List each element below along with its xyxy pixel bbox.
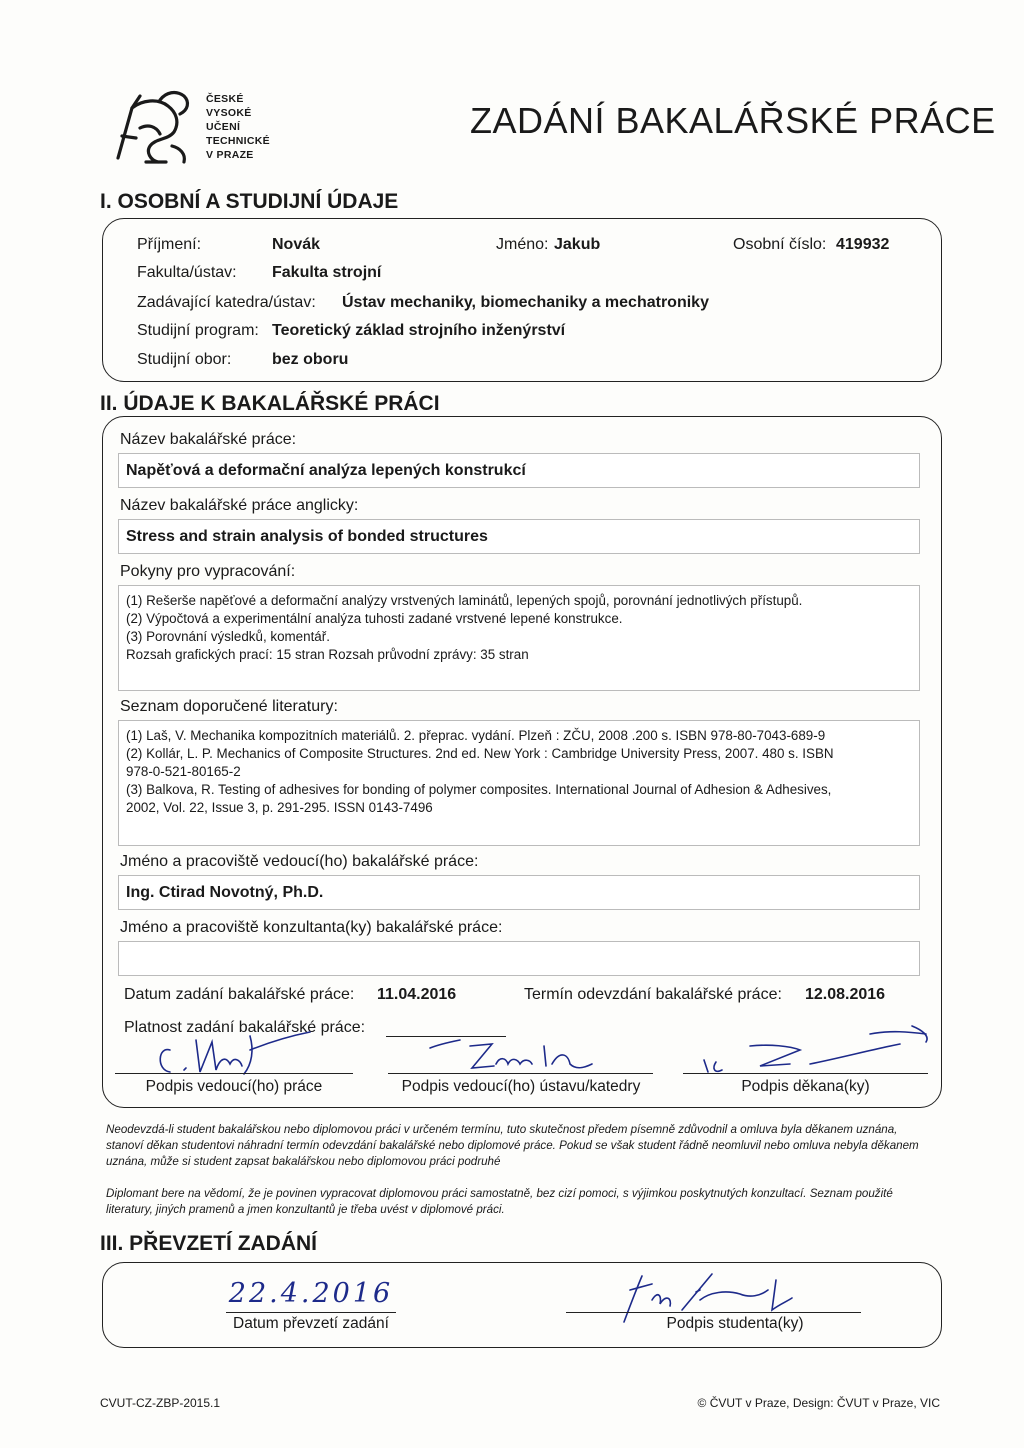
literature-label: Seznam doporučené literatury:	[120, 698, 338, 715]
logo-line: V PRAZE	[206, 149, 254, 161]
logo-line: TECHNICKÉ	[206, 135, 270, 147]
program-value: Teoretický základ strojního inženýrství	[272, 322, 566, 339]
supervisor-label: Jméno a pracoviště vedoucí(ho) bakalářské práce:	[120, 853, 479, 870]
personal-number-value: 419932	[836, 236, 890, 253]
form-code: CVUT-CZ-ZBP-2015.1	[100, 1396, 221, 1410]
assigned-date-value: 11.04.2016	[377, 986, 457, 1003]
guideline-line: Rozsah grafických prací: 15 stran Rozsah průvodní zprávy: 35 stran	[126, 647, 529, 662]
handwritten-acceptance-date: 22.4.2016	[228, 1278, 394, 1309]
surname-value: Novák	[272, 236, 321, 253]
guidelines-text	[119, 586, 919, 664]
head-signature-caption: Podpis vedoucí(ho) ústavu/katedry	[401, 1078, 641, 1095]
acceptance-date-caption: Datum převzetí zadání	[233, 1315, 389, 1332]
document-title: ZADÁNÍ BAKALÁŘSKÉ PRÁCE	[470, 100, 996, 141]
dean-signature-line	[683, 1073, 928, 1074]
consultant-field	[118, 941, 920, 976]
literature-line: 978-0-521-80165-2	[126, 764, 241, 779]
literature-text	[119, 721, 919, 817]
copyright: © ČVUT v Praze, Design: ČVUT v Praze, VIC	[697, 1396, 940, 1410]
department-label: Zadávající katedra/ústav:	[137, 294, 316, 311]
literature-line: (2) Kollár, L. P. Mechanics of Composite Structures. 2nd ed. New York : Cambridge University Press, 2007. 480 s. ISBN	[126, 746, 834, 761]
supervisor-field	[118, 875, 920, 910]
literature-field	[118, 720, 920, 846]
personal-number-label: Osobní číslo:	[733, 236, 827, 253]
logo-line: UČENÍ	[206, 121, 241, 133]
field-label: Studijní obor:	[137, 351, 232, 368]
deadline-label: Termín odevzdání bakalářské práce:	[524, 986, 782, 1003]
literature-line: (3) Balkova, R. Testing of adhesives for bonding of polymer composites. International Journal of Adhesion & Adhesives,	[126, 782, 832, 797]
assigned-date-label: Datum zadání bakalářské práce:	[124, 986, 355, 1003]
guideline-line: (3) Porovnání výsledků, komentář.	[126, 629, 330, 644]
acceptance-date-line	[226, 1312, 396, 1313]
deadline-value: 12.08.2016	[805, 986, 886, 1003]
guideline-line: (1) Rešerše napěťové a deformační analýzy vrstvených laminátů, lepených spojů, porovnání jednotlivých přístupů.	[126, 593, 803, 608]
validity-label: Platnost zadání bakalářské práce:	[124, 1019, 366, 1036]
thesis-title-label: Název bakalářské práce:	[120, 431, 297, 448]
supervisor-signature-caption: Podpis vedoucí(ho) práce	[145, 1078, 323, 1095]
name-label: Jméno:	[496, 236, 549, 253]
faculty-value: Fakulta strojní	[272, 264, 382, 281]
dean-signature-caption: Podpis děkana(ky)	[741, 1078, 870, 1095]
thesis-title-en-field	[118, 519, 920, 554]
literature-line: 2002, Vol. 22, Issue 3, p. 291-295. ISSN 0143-7496	[126, 800, 433, 815]
signatures-handwritten	[100, 1020, 940, 1080]
guidelines-field	[118, 585, 920, 691]
consultant-label: Jméno a pracoviště konzultanta(ky) bakalářské práce:	[120, 919, 503, 936]
late-submission-note: Neodevzdá-li student bakalářskou nebo diplomovou práci v určeném termínu, tuto skutečnost předem písemně zdůvodnil a omluva byla děkanem uznána, stanoví děkan studentovi náhradní termín odevzdání bakalářské nebo diplomové práce. Pokud se však student řádně neomluvil nebo omluva nebyla děkanem uznána, může si student zapsat bakalářskou nebo diplomovou práci podruhé	[106, 1123, 919, 1168]
section-2-title: II. ÚDAJE K BAKALÁŘSKÉ PRÁCI	[100, 392, 440, 415]
thesis-title-field	[118, 453, 920, 488]
independent-work-note: Diplomant bere na vědomí, že je povinen vypracovat diplomovou práci samostatně, bez cizí pomoci, s výjimkou poskytnutých konzultací. Seznam použité literatury, jiných pramenů a jmen konzultantů je třeba uvést v diplomové práci.	[106, 1187, 893, 1216]
head-signature-line	[388, 1073, 653, 1074]
logo-wordmark	[206, 92, 270, 162]
guideline-line: (2) Výpočtová a experimentální analýza tuhosti zadané vrstvené lepené konstrukce.	[126, 611, 623, 626]
thesis-title-en-label: Název bakalářské práce anglicky:	[120, 497, 359, 514]
logo-line: VYSOKÉ	[206, 107, 252, 119]
supervisor-signature-line	[115, 1073, 353, 1074]
student-signature-line	[566, 1312, 861, 1313]
logo-line: ČESKÉ	[206, 93, 244, 105]
thesis-title-en-value: Stress and strain analysis of bonded structures	[126, 528, 488, 545]
literature-line: (1) Laš, V. Mechanika kompozitních materiálů. 2. přeprac. vydání. Plzeň : ZČU, 2008 .200 s. ISBN 978-80-7043-689-9	[126, 728, 826, 743]
surname-label: Příjmení:	[137, 236, 202, 253]
consultant-value	[119, 942, 919, 950]
student-signature-caption: Podpis studenta(ky)	[666, 1315, 804, 1332]
section-3-title: III. PŘEVZETÍ ZADÁNÍ	[100, 1232, 318, 1255]
thesis-title-value: Napěťová a deformační analýza lepených konstrukcí	[126, 462, 526, 479]
faculty-label: Fakulta/ústav:	[137, 264, 237, 281]
program-label: Studijní program:	[137, 322, 259, 339]
section-1-title: I. OSOBNÍ A STUDIJNÍ ÚDAJE	[100, 190, 399, 213]
field-value: bez oboru	[272, 351, 349, 368]
department-value: Ústav mechaniky, biomechaniky a mechatroniky	[342, 294, 709, 311]
guidelines-label: Pokyny pro vypracování:	[120, 563, 296, 580]
supervisor-value: Ing. Ctirad Novotný, Ph.D.	[126, 884, 324, 901]
name-value: Jakub	[554, 236, 601, 253]
